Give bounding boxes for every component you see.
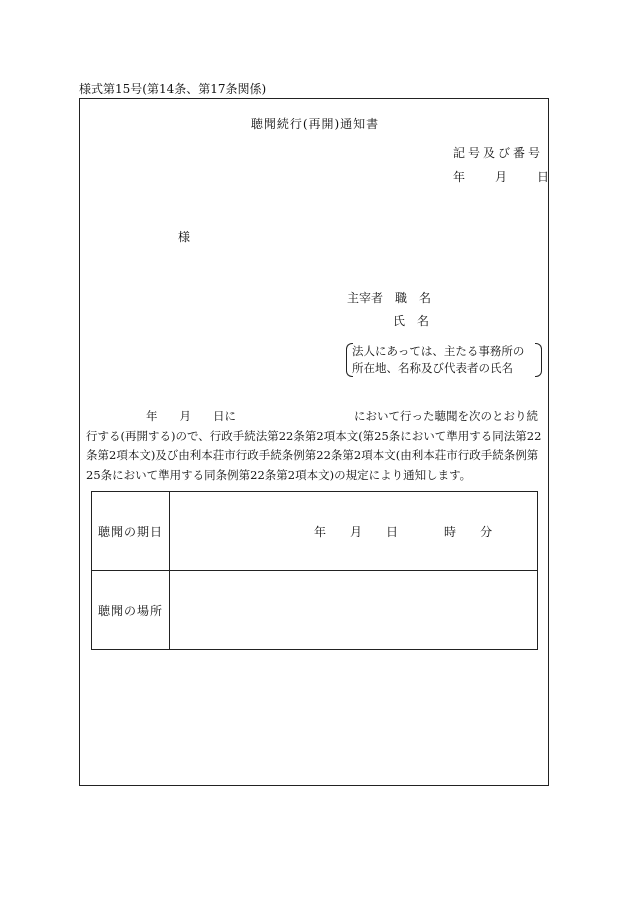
body-line1-tail: において行った聴聞を次のとおり続 — [354, 409, 538, 423]
hearing-day: 日 — [386, 524, 399, 539]
organizer-title-label: 主宰者 職 名 — [347, 291, 432, 305]
hearing-info-table — [91, 491, 538, 650]
document-number-label: 記号及び番号 — [453, 146, 544, 160]
hearing-place-label: 聴聞の場所 — [92, 571, 170, 650]
bracket-right — [535, 343, 542, 377]
hearing-place-row — [92, 571, 538, 650]
hearing-place-value — [170, 571, 538, 650]
body-day: 日に — [213, 409, 236, 423]
addressee-suffix: 様 — [178, 230, 191, 244]
corporation-note-line1: 法人にあっては、主たる事務所の — [352, 344, 525, 358]
hearing-date-value — [170, 492, 538, 571]
issue-year: 年 — [453, 170, 466, 184]
hearing-month: 月 — [350, 524, 363, 539]
hearing-date-label: 聴聞の期日 — [92, 492, 170, 571]
organizer-name-label: 氏 名 — [393, 314, 430, 328]
issue-date — [453, 168, 549, 185]
issue-day: 日 — [537, 170, 550, 184]
hearing-hour: 時 — [444, 524, 457, 539]
hearing-minute: 分 — [480, 524, 493, 539]
corporation-note — [346, 343, 542, 377]
form-number-label: 様式第15号(第14条、第17条関係) — [79, 82, 267, 96]
hearing-year: 年 — [314, 524, 327, 539]
notice-frame — [79, 98, 549, 786]
document-title: 聴聞続行(再開)通知書 — [250, 117, 380, 131]
body-line-3: 条第2項本文)及び由利本荘市行政手続条例第22条第2項本文(由利本荘市行政手続条例第 — [86, 448, 539, 462]
corporation-note-line2: 所在地、名称及び代表者の氏名 — [352, 361, 513, 375]
notice-body — [86, 407, 546, 485]
body-line-1 — [86, 407, 546, 427]
body-line-2: 行する(再開する)ので、行政手続法第22条第2項本文(第25条において準用する同法第22 — [86, 428, 542, 443]
body-month: 月 — [179, 409, 191, 423]
body-line-4: 25条において準用する同条例第22条第2項本文)の規定により通知します。 — [86, 467, 472, 482]
issue-month: 月 — [495, 170, 508, 184]
hearing-date-row — [92, 492, 538, 571]
body-year: 年 — [146, 409, 158, 423]
